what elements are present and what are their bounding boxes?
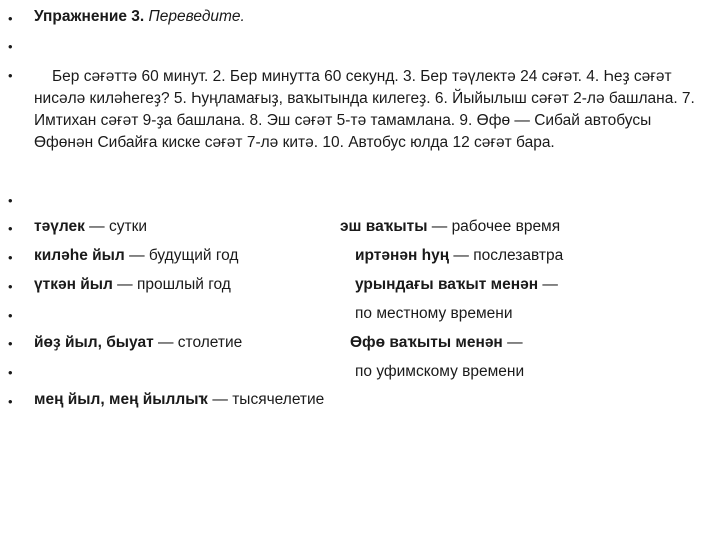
vocab-row-6-right: по уфимскому времени bbox=[355, 363, 525, 380]
vocab-row-2-left bbox=[34, 247, 238, 266]
bullet-4: • bbox=[8, 193, 13, 208]
vocab-term: үткән йыл bbox=[34, 276, 113, 293]
exercise-instruction: Переведите. bbox=[148, 8, 245, 25]
vocab-row-3-right bbox=[355, 276, 558, 295]
paragraph-text: Бер сәғәттә 60 минут. 2. Бер минутта 60 секунд. 3. Бер тәүлектә 24 сәғәт. 4. Һеҙ сәғәт нисәлә киләһегеҙ? 5. Һуңламағыҙ, ваҡытында килегеҙ. 6. Йыйылыш сәғәт 2-лә башлана. 7. Имтихан сәғәт 9-ҙа башлана. 8. Эш сәғәт 5-тә тамамлана. 9. Өфө — Сибай автобусы Өфөнән Сибайға киске сәғәт 7-лә китә. 10. Автобус юлда 12 сәғәт бара. bbox=[34, 68, 695, 151]
bullet-3: • bbox=[8, 68, 13, 83]
vocab-translation: — тысячелетие bbox=[208, 391, 325, 408]
vocab-translation: — сутки bbox=[84, 218, 148, 235]
bullet-8: • bbox=[8, 308, 13, 323]
vocab-translation: — прошлый год bbox=[112, 276, 231, 293]
vocab-translation: — bbox=[538, 276, 558, 293]
bullet-11: • bbox=[8, 394, 13, 409]
exercise-title bbox=[34, 8, 245, 27]
vocab-translation: — bbox=[502, 334, 523, 351]
vocab-term: киләһе йыл bbox=[34, 247, 125, 264]
vocab-term: урындағы ваҡыт менән bbox=[355, 276, 539, 293]
bullet-6: • bbox=[8, 250, 13, 265]
vocab-row-3-left bbox=[34, 276, 231, 295]
bullet-5: • bbox=[8, 221, 13, 236]
vocab-row-2-right bbox=[355, 247, 563, 266]
vocab-translation: — рабочее время bbox=[427, 218, 561, 235]
exercise-number: Упражнение 3. bbox=[34, 8, 145, 25]
vocab-row-4-right: по местному времени bbox=[355, 305, 513, 322]
exercise-paragraph bbox=[34, 66, 714, 154]
vocab-translation: — столетие bbox=[153, 334, 243, 351]
vocab-row-5-right bbox=[350, 334, 523, 353]
vocab-term: Өфө ваҡыты менән bbox=[350, 334, 503, 351]
vocab-term: мең йыл, мең йыллыҡ bbox=[34, 391, 209, 408]
vocab-translation: — будущий год bbox=[124, 247, 239, 264]
vocab-term: эш ваҡыты bbox=[340, 218, 428, 235]
vocab-row-1-right bbox=[340, 218, 560, 237]
vocab-term: тәүлек bbox=[34, 218, 85, 235]
bullet-1: • bbox=[8, 11, 13, 26]
bullet-9: • bbox=[8, 336, 13, 351]
vocab-term: йөҙ йыл, быуат bbox=[34, 334, 154, 351]
vocab-row-7-left bbox=[34, 391, 324, 410]
vocab-row-5-left bbox=[34, 334, 242, 353]
bullet-2: • bbox=[8, 39, 13, 54]
vocab-translation: — послезавтра bbox=[449, 247, 564, 264]
bullet-10: • bbox=[8, 365, 13, 380]
vocab-term: иртәнән һуң bbox=[355, 247, 450, 264]
vocab-row-1-left bbox=[34, 218, 147, 237]
bullet-7: • bbox=[8, 279, 13, 294]
